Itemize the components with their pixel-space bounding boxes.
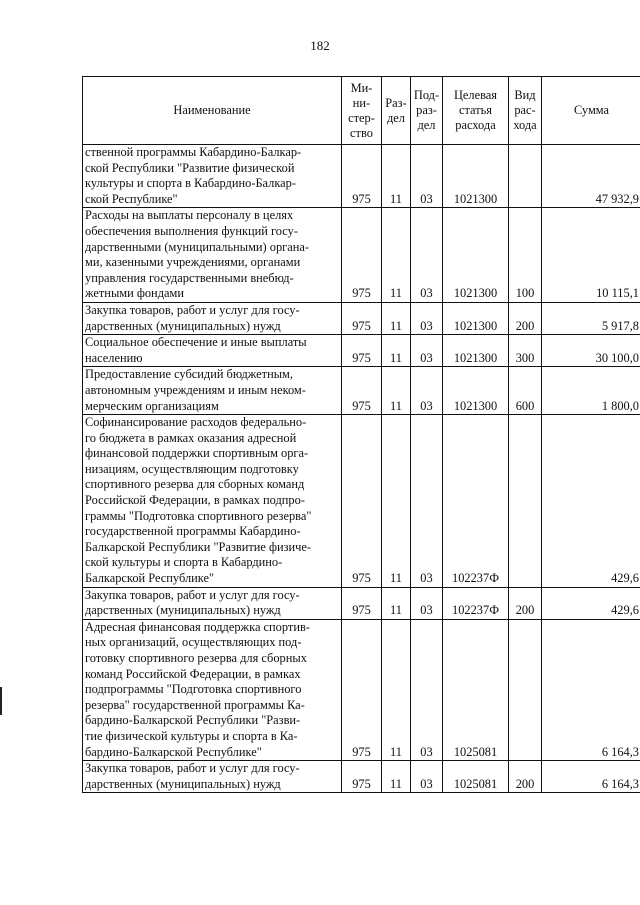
col-header-target <box>443 77 509 145</box>
name-line: Закупка товаров, работ и услуг для госу- <box>85 587 300 602</box>
cell-name <box>83 208 342 303</box>
cell-subsection: 03 <box>411 619 443 760</box>
name-line: команд Российской Федерации, в рамках <box>85 666 301 681</box>
header-line: расхода <box>455 118 496 132</box>
cell-sum: 30 100,0 <box>542 335 640 367</box>
name-line: подпрограммы "Подготовка спортивного <box>85 682 302 697</box>
cell-target: 1025081 <box>443 761 509 793</box>
header-line: Целевая <box>453 88 498 102</box>
cell-target: 102237Ф <box>443 587 509 619</box>
header-line: хода <box>513 118 537 132</box>
table-row <box>83 367 640 415</box>
name-line: управления государственными внебюд- <box>85 270 294 285</box>
cell-target: 102237Ф <box>443 415 509 588</box>
table-row <box>83 619 640 760</box>
cell-type: 600 <box>509 367 542 415</box>
name-line: ми, казенными учреждениями, органами <box>85 255 301 270</box>
cell-sum: 429,6 <box>542 415 640 588</box>
cell-ministry: 975 <box>342 761 382 793</box>
name-line: спортивного резерва для сборных команд <box>85 477 305 492</box>
cell-ministry: 975 <box>342 335 382 367</box>
name-line: граммы "Подготовка спортивного резерва" <box>85 508 312 523</box>
cell-ministry: 975 <box>342 302 382 334</box>
cell-section: 11 <box>382 145 411 208</box>
cell-subsection: 03 <box>411 367 443 415</box>
name-line: Закупка товаров, работ и услуг для госу- <box>85 761 300 776</box>
cell-ministry: 975 <box>342 587 382 619</box>
cell-target: 1021300 <box>443 335 509 367</box>
name-line: тие физической культуры и спорта в Ка- <box>85 728 298 743</box>
cell-sum: 6 164,3 <box>542 619 640 760</box>
col-header-sum: Сумма <box>542 77 640 145</box>
table-row <box>83 302 640 334</box>
cell-section: 11 <box>382 302 411 334</box>
cell-name <box>83 587 342 619</box>
name-line: готовку спортивного резерва для сборных <box>85 651 307 665</box>
cell-subsection: 03 <box>411 415 443 588</box>
name-line: ской Республике" <box>85 191 178 206</box>
table-row <box>83 587 640 619</box>
cell-name <box>83 145 342 208</box>
name-line: Балкарской Республике" <box>85 571 215 586</box>
cell-subsection: 03 <box>411 208 443 303</box>
name-line: дарственных (муниципальных) нужд <box>85 318 281 333</box>
cell-section: 11 <box>382 587 411 619</box>
table-row <box>83 761 640 793</box>
name-line: Социальное обеспечение и иные выплаты <box>85 335 307 350</box>
cell-type <box>509 619 542 760</box>
cell-ministry: 975 <box>342 208 382 303</box>
header-line: стер- <box>348 110 375 125</box>
table-row <box>83 335 640 367</box>
cell-target: 1021300 <box>443 302 509 334</box>
cell-section: 11 <box>382 619 411 760</box>
name-line: жетными фондами <box>85 286 184 301</box>
cell-sum: 1 800,0 <box>542 367 640 415</box>
name-line: низациям, осуществляющим подготовку <box>85 461 299 476</box>
cell-name <box>83 415 342 588</box>
name-line: населению <box>85 350 143 365</box>
cell-type <box>509 415 542 588</box>
cell-sum: 429,6 <box>542 587 640 619</box>
cell-ministry: 975 <box>342 415 382 588</box>
header-line: Вид <box>514 88 536 102</box>
cell-target: 1021300 <box>443 367 509 415</box>
header-line: раз- <box>416 103 437 117</box>
cell-target: 1021300 <box>443 208 509 303</box>
cell-name <box>83 335 342 367</box>
name-line: финансовой поддержки спортивным орга- <box>85 446 309 461</box>
name-line: Российской Федерации, в рамках подпро- <box>85 493 305 508</box>
cell-ministry: 975 <box>342 367 382 415</box>
name-line: Адресная финансовая поддержка спортив- <box>85 619 310 634</box>
col-header-section <box>382 77 411 145</box>
header-line: статья <box>458 103 492 117</box>
header-line: рас- <box>514 103 536 117</box>
header-line: Ми- <box>350 80 373 95</box>
name-line: дарственных (муниципальных) нужд <box>85 603 281 618</box>
cell-section: 11 <box>382 335 411 367</box>
cell-ministry: 975 <box>342 145 382 208</box>
cell-type: 200 <box>509 761 542 793</box>
cell-subsection: 03 <box>411 145 443 208</box>
cell-section: 11 <box>382 367 411 415</box>
name-line: бардино-Балкарской Республики "Разви- <box>85 713 301 728</box>
cell-type: 200 <box>509 587 542 619</box>
name-line: Предоставление субсидий бюджетным, <box>85 367 293 382</box>
table-row <box>83 145 640 208</box>
cell-subsection: 03 <box>411 335 443 367</box>
cell-section: 11 <box>382 208 411 303</box>
name-line: ных организаций, осуществляющих под- <box>85 635 302 650</box>
name-line: го бюджета в рамках оказания адресной <box>85 430 297 445</box>
cell-sum: 47 932,9 <box>542 145 640 208</box>
table-row <box>83 415 640 588</box>
cell-type: 300 <box>509 335 542 367</box>
name-line: бардино-Балкарской Республике" <box>85 744 262 759</box>
header-line: ни- <box>352 95 371 110</box>
page-number: 182 <box>310 38 330 53</box>
budget-table <box>82 76 640 793</box>
cell-sum: 5 917,8 <box>542 302 640 334</box>
col-header-ministry <box>342 77 382 145</box>
cell-name <box>83 761 342 793</box>
name-line: ской культуры и спорта в Кабардино- <box>85 555 283 570</box>
name-line: Балкарской Республики "Развитие физиче- <box>85 539 312 554</box>
name-line: Закупка товаров, работ и услуг для госу- <box>85 302 300 317</box>
cell-name <box>83 302 342 334</box>
col-header-subsection <box>411 77 443 145</box>
cell-ministry: 975 <box>342 619 382 760</box>
header-line: Под- <box>413 88 440 102</box>
col-header-type <box>509 77 542 145</box>
name-line: ской Республики "Развитие физической <box>85 160 295 175</box>
table-row <box>83 208 640 303</box>
name-line: автономным учреждениям и иным неком- <box>85 382 306 397</box>
cell-target: 1025081 <box>443 619 509 760</box>
table-body <box>83 145 640 793</box>
col-header-name: Наименование <box>83 77 342 145</box>
name-line: ственной программы Кабардино-Балкар- <box>85 145 302 159</box>
name-line: культуры и спорта в Кабардино-Балкар- <box>85 176 297 191</box>
header-line: ство <box>350 125 373 140</box>
cell-type: 200 <box>509 302 542 334</box>
cell-section: 11 <box>382 415 411 588</box>
cell-subsection: 03 <box>411 761 443 793</box>
name-line: Расходы на выплаты персоналу в целях <box>85 208 294 223</box>
name-line: государственной программы Кабардино- <box>85 524 301 539</box>
header-line: дел <box>387 110 405 125</box>
cell-target: 1021300 <box>443 145 509 208</box>
name-line: обеспечения выполнения функций госу- <box>85 223 298 238</box>
table-header-row <box>83 77 640 145</box>
header-line: дел <box>417 118 436 132</box>
cell-sum: 10 115,1 <box>542 208 640 303</box>
cell-name <box>83 619 342 760</box>
cell-sum: 6 164,3 <box>542 761 640 793</box>
scan-artifact <box>0 687 2 715</box>
name-line: Софинансирование расходов федерально- <box>85 415 307 430</box>
cell-type <box>509 145 542 208</box>
name-line: резерва" государственной программы Ка- <box>85 697 305 712</box>
name-line: дарственных (муниципальных) нужд <box>85 776 281 791</box>
header-line: Раз- <box>385 95 407 110</box>
name-line: дарственными (муниципальными) органа- <box>85 239 309 254</box>
cell-subsection: 03 <box>411 587 443 619</box>
cell-name <box>83 367 342 415</box>
cell-subsection: 03 <box>411 302 443 334</box>
cell-section: 11 <box>382 761 411 793</box>
cell-type: 100 <box>509 208 542 303</box>
name-line: мерческим организациям <box>85 398 219 413</box>
